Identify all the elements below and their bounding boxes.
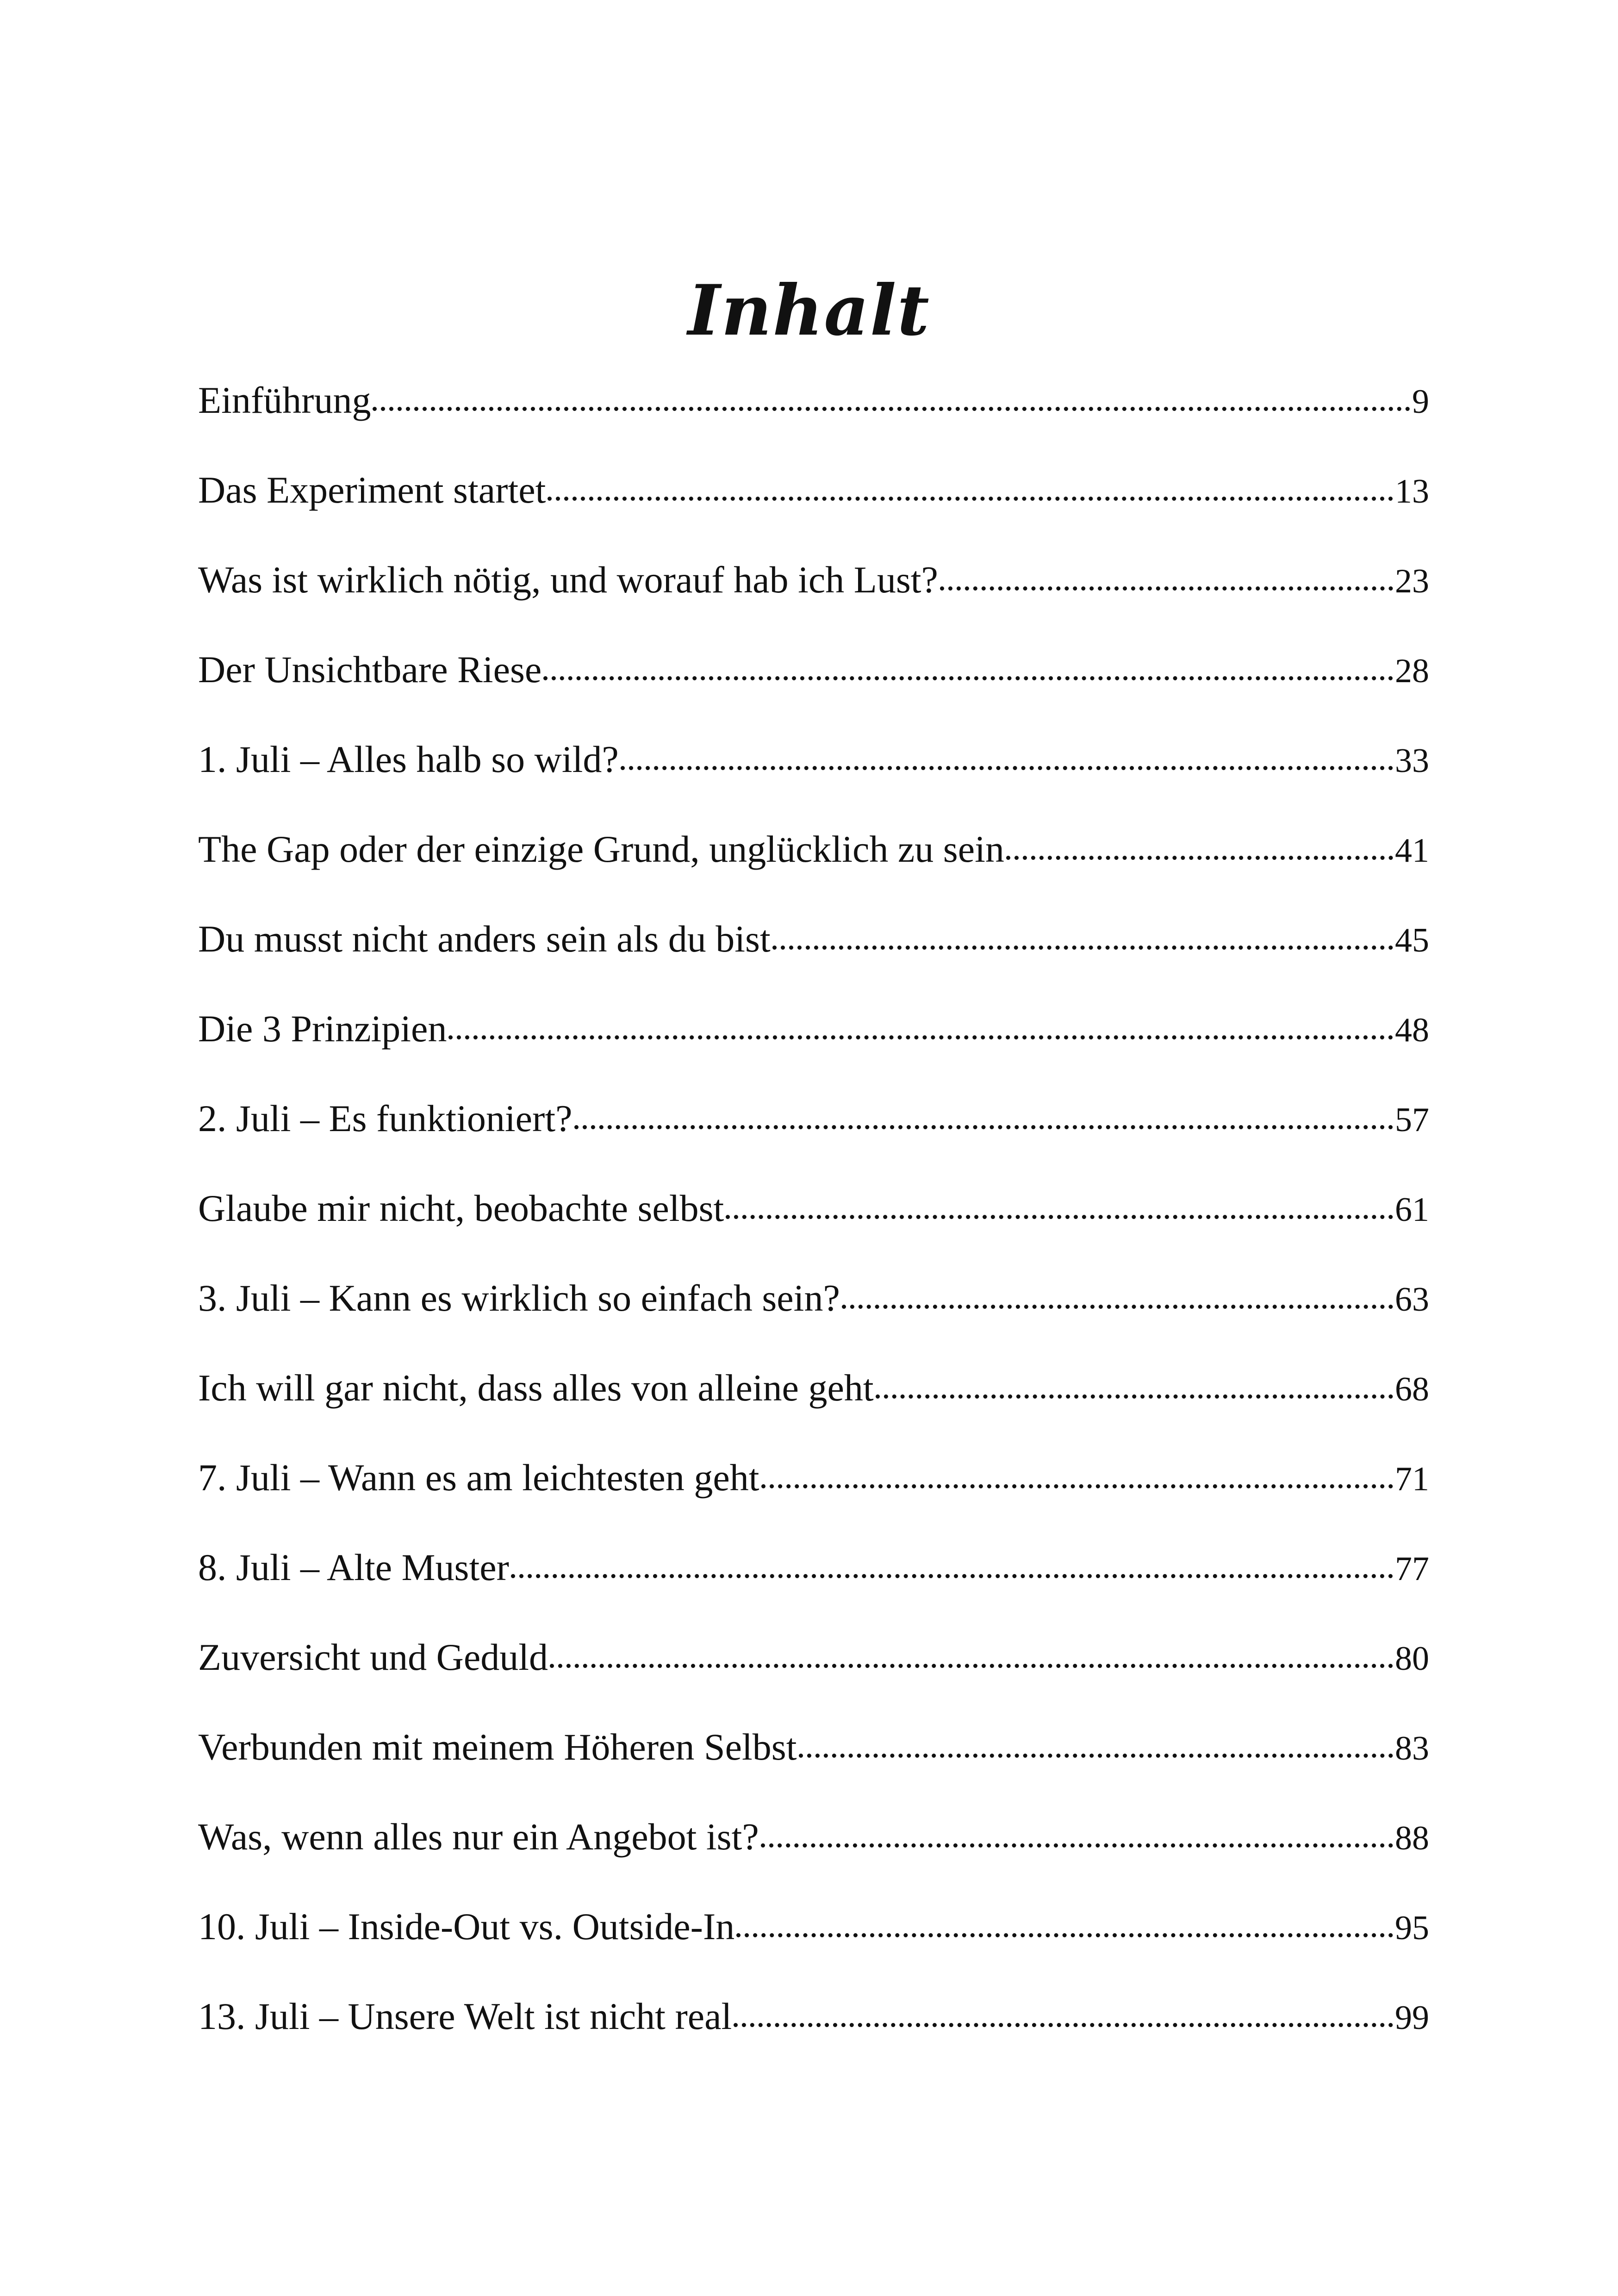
- toc-entry-title: Verbunden mit meinem Höheren Selbst: [198, 1726, 797, 1768]
- toc-entry: [198, 1084, 1429, 1174]
- toc-entry-title: Einführung: [198, 379, 371, 421]
- toc-dot-leader: [511, 1574, 1393, 1578]
- toc-entry-page: 99: [1395, 1999, 1429, 2037]
- toc-entry: [198, 904, 1429, 994]
- toc-entry-page: 57: [1395, 1101, 1429, 1139]
- toc-entry: [198, 1263, 1429, 1353]
- toc-dot-leader: [1006, 856, 1393, 860]
- toc-entry: [198, 725, 1429, 815]
- toc-entry-title: 2. Juli – Es funktioniert?: [198, 1097, 573, 1139]
- toc-entry-title: The Gap oder der einzige Grund, unglücklich zu sein: [198, 828, 1004, 870]
- toc-dot-leader: [842, 1305, 1393, 1309]
- toc-dot-leader: [761, 1484, 1393, 1488]
- toc-entry-title: Was ist wirklich nötig, und worauf hab ich Lust?: [198, 559, 938, 601]
- toc-dot-leader: [574, 1125, 1393, 1129]
- toc-entry-title: Was, wenn alles nur ein Angebot ist?: [198, 1816, 759, 1858]
- toc-entry-title: 8. Juli – Alte Muster: [198, 1546, 509, 1588]
- toc-entry: [198, 1443, 1429, 1533]
- toc-entry-title: Ich will gar nicht, dass alles von alleine geht: [198, 1367, 874, 1409]
- toc-dot-leader: [621, 766, 1393, 770]
- toc-entry: [198, 815, 1429, 904]
- toc-entry-page: 95: [1395, 1909, 1429, 1947]
- toc-entry: [198, 455, 1429, 545]
- toc-entry-title: Die 3 Prinzipien: [198, 1008, 447, 1050]
- toc-entry-page: 80: [1395, 1640, 1429, 1678]
- toc-entry-page: 45: [1395, 921, 1429, 959]
- toc-entry-title: Glaube mir nicht, beobachte selbst: [198, 1187, 724, 1229]
- toc-entry-page: 83: [1395, 1730, 1429, 1767]
- toc-entry: [198, 1353, 1429, 1443]
- toc-entry: [198, 1174, 1429, 1263]
- toc-entry-page: 9: [1412, 383, 1429, 421]
- toc-dot-leader: [761, 1843, 1393, 1848]
- toc-entry-page: 68: [1395, 1370, 1429, 1408]
- toc-dot-leader: [543, 676, 1393, 680]
- toc-entry-page: 13: [1395, 473, 1429, 510]
- toc-entry-page: 77: [1395, 1550, 1429, 1588]
- toc-dot-leader: [726, 1215, 1393, 1219]
- toc-entry: [198, 366, 1429, 455]
- toc-entry: [198, 994, 1429, 1084]
- toc-dot-leader: [799, 1754, 1393, 1758]
- toc-entry: [198, 635, 1429, 725]
- toc-dot-leader: [940, 586, 1393, 591]
- toc-entry: [198, 1982, 1429, 2072]
- toc-entry: [198, 1623, 1429, 1712]
- toc-entry: [198, 545, 1429, 635]
- toc-dot-leader: [734, 2023, 1393, 2027]
- toc-entry-title: 7. Juli – Wann es am leichtesten geht: [198, 1456, 759, 1499]
- toc-dot-leader: [550, 1664, 1393, 1668]
- toc-entry-title: Du musst nicht anders sein als du bist: [198, 918, 771, 960]
- toc-entry-title: 3. Juli – Kann es wirklich so einfach sein?: [198, 1277, 840, 1319]
- toc-dot-leader: [876, 1394, 1393, 1399]
- toc-dot-leader: [548, 497, 1393, 501]
- toc-entry-title: Der Unsichtbare Riese: [198, 648, 542, 691]
- toc-entry-page: 63: [1395, 1281, 1429, 1319]
- toc-entry-page: 23: [1395, 562, 1429, 600]
- toc-entry: [198, 1712, 1429, 1802]
- toc-dot-leader: [373, 407, 1410, 411]
- toc-dot-leader: [772, 946, 1393, 950]
- toc-entry-page: 88: [1395, 1819, 1429, 1857]
- toc-entry: [198, 1533, 1429, 1623]
- toc-entry-page: 33: [1395, 742, 1429, 780]
- page-title: Inhalt: [688, 269, 930, 351]
- toc-entry-title: 10. Juli – Inside-Out vs. Outside-In: [198, 1905, 735, 1948]
- toc-dot-leader: [448, 1035, 1393, 1039]
- toc-entry-page: 28: [1395, 652, 1429, 690]
- toc-entry-title: Zuversicht und Geduld: [198, 1636, 548, 1678]
- toc-entry-title: Das Experiment startet: [198, 469, 546, 511]
- toc-dot-leader: [736, 1933, 1393, 1937]
- toc-entry: [198, 1892, 1429, 1982]
- toc-entry-title: 13. Juli – Unsere Welt ist nicht real: [198, 1995, 732, 2037]
- table-of-contents: [198, 366, 1429, 2072]
- toc-entry: [198, 1802, 1429, 1892]
- toc-entry-page: 48: [1395, 1011, 1429, 1049]
- toc-entry-page: 71: [1395, 1460, 1429, 1498]
- toc-entry-page: 41: [1395, 832, 1429, 870]
- toc-entry-title: 1. Juli – Alles halb so wild?: [198, 738, 619, 780]
- toc-entry-page: 61: [1395, 1191, 1429, 1229]
